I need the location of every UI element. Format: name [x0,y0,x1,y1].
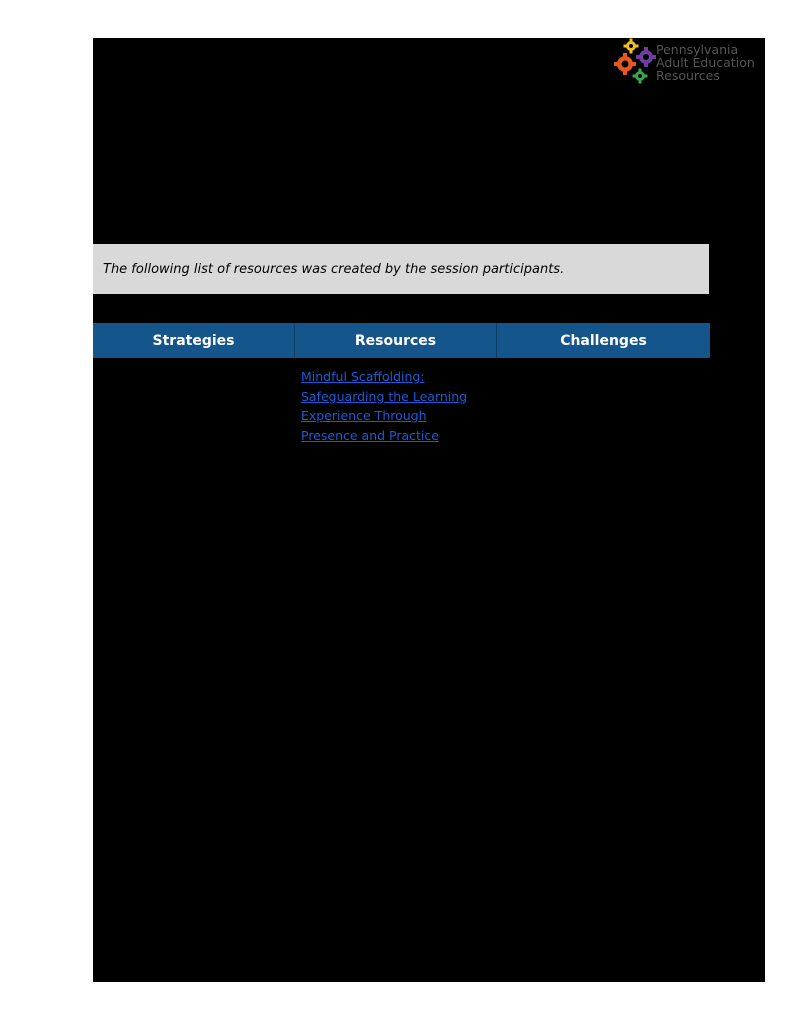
header-strategies: Strategies [93,323,295,358]
gears-icon [613,38,657,86]
resources-cell [301,367,491,445]
intro-box [93,244,709,294]
pa-adult-education-logo [613,38,763,86]
mindful-scaffolding-link[interactable] [301,367,491,387]
header-challenges: Challenges [497,323,710,358]
table-header-row [93,323,710,358]
link-line-1[interactable]: Mindful Scaffolding: [301,369,425,384]
header-resources: Resources [295,323,497,358]
logo-text [656,43,755,82]
link-line-2[interactable]: Safeguarding the Learning [301,388,468,404]
intro-text: The following list of resources was created by the session participants. [103,261,565,277]
mindful-scaffolding-link-line-4[interactable] [301,426,491,446]
mindful-scaffolding-link-line-2[interactable] [301,387,491,407]
logo-line-2: Adult Education [656,55,755,70]
mindful-scaffolding-link-line-3[interactable] [301,406,491,426]
link-line-4[interactable]: Presence and Practice [301,427,439,443]
link-line-3[interactable]: Experience Through [301,408,427,424]
document-page [93,38,765,982]
logo-line-1: Pennsylvania [656,42,739,57]
logo-line-3: Resources [656,68,720,83]
